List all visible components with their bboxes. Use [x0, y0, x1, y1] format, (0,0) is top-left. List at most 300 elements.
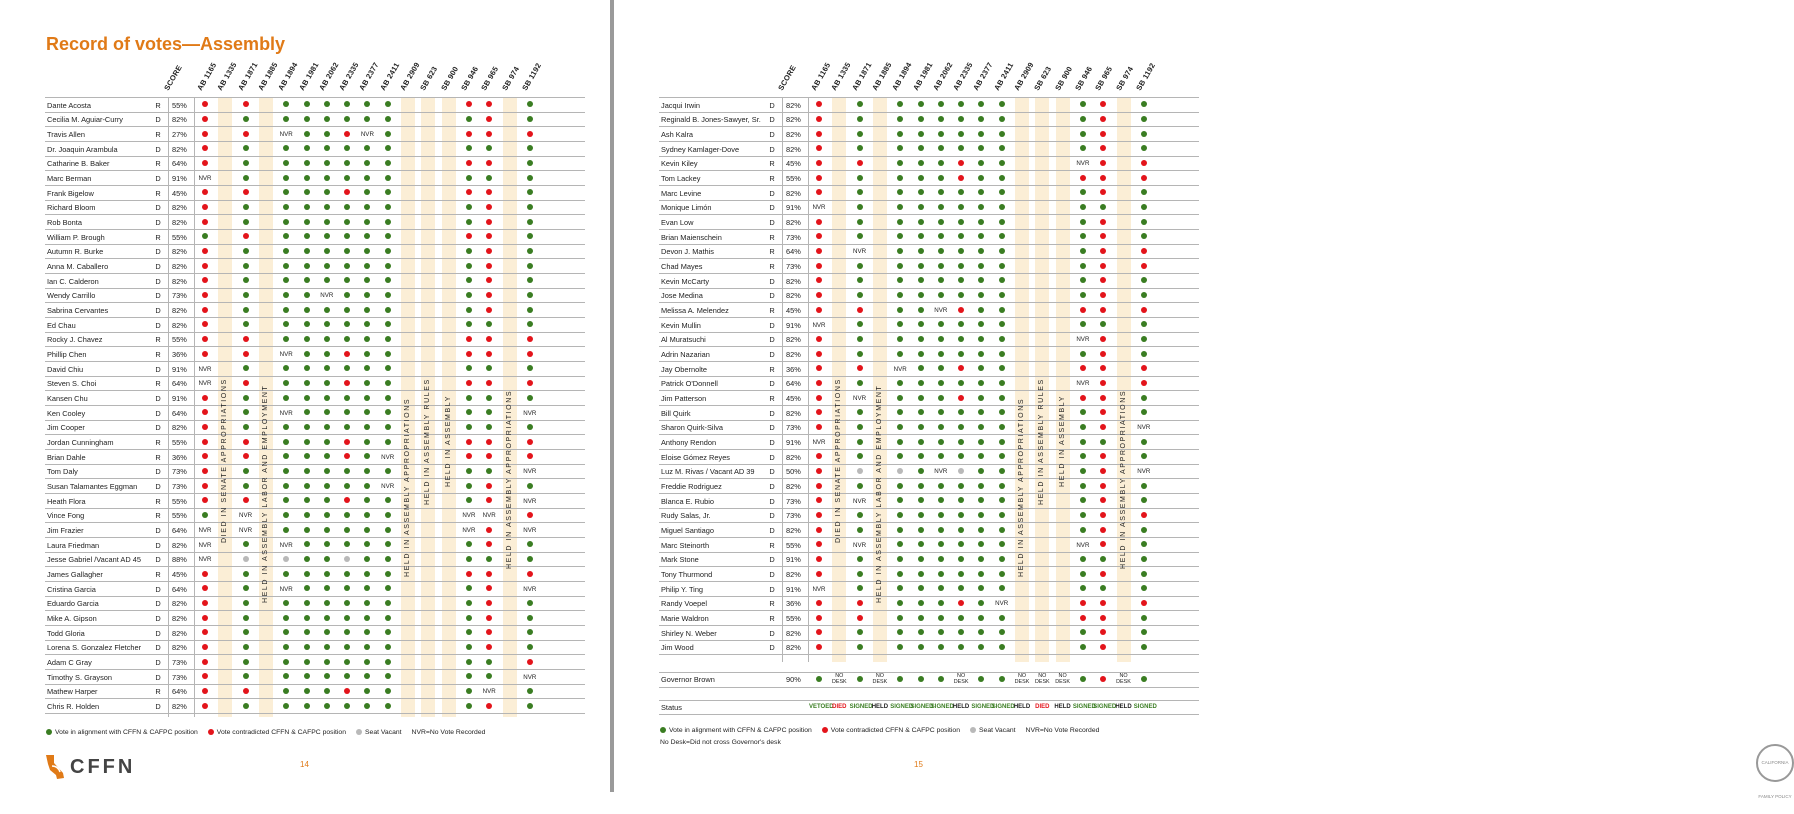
vote-contradicted-dot: [816, 380, 822, 386]
vote-aligned-dot: [1080, 644, 1086, 650]
member-party: D: [769, 467, 775, 477]
vote-aligned-dot: [385, 131, 391, 137]
vote-contradicted-dot: [1100, 600, 1106, 606]
member-party: D: [155, 467, 161, 477]
vote-aligned-dot: [1141, 321, 1147, 327]
vote-aligned-dot: [364, 600, 370, 606]
status-label: Status: [661, 703, 682, 712]
vote-contradicted-dot: [816, 527, 822, 533]
vote-aligned-dot: [283, 204, 289, 210]
row-line: [659, 258, 1199, 259]
vote-aligned-dot: [857, 101, 863, 107]
vote-aligned-dot: [978, 395, 984, 401]
vote-aligned-dot: [364, 556, 370, 562]
vote-aligned-dot: [364, 233, 370, 239]
vote-aligned-dot: [344, 424, 350, 430]
vote-aligned-dot: [527, 263, 533, 269]
member-name: Ed Chau: [47, 320, 76, 330]
vote-aligned-dot: [527, 204, 533, 210]
vote-aligned-dot: [958, 145, 964, 151]
vote-aligned-dot: [283, 219, 289, 225]
vote-aligned-dot: [344, 336, 350, 342]
vote-aligned-dot: [304, 541, 310, 547]
no-vote-recorded: NVR: [853, 248, 867, 256]
vote-aligned-dot: [243, 483, 249, 489]
member-name: Lorena S. Gonzalez Fletcher: [47, 643, 142, 653]
no-desk-label: NO DESK: [1014, 673, 1030, 685]
vote-contradicted-dot: [486, 703, 492, 709]
governor-score: 90%: [786, 675, 801, 684]
vote-aligned-dot: [283, 688, 289, 694]
vote-aligned-dot: [304, 571, 310, 577]
vote-aligned-dot: [999, 644, 1005, 650]
vote-aligned-dot: [857, 219, 863, 225]
no-vote-recorded: NVR: [198, 174, 212, 182]
vote-aligned-dot: [527, 483, 533, 489]
vote-aligned-dot: [897, 189, 903, 195]
vote-aligned-dot: [527, 556, 533, 562]
vote-contradicted-dot: [958, 307, 964, 313]
member-score: 64%: [786, 247, 801, 257]
member-party: D: [769, 217, 775, 227]
legend-nodesk: No Desk=Did not cross Governor's desk: [660, 739, 781, 746]
vote-aligned-dot: [283, 307, 289, 313]
member-name: Tom Lackey: [661, 173, 701, 183]
member-name: David Chiu: [47, 364, 84, 374]
vote-aligned-dot: [304, 629, 310, 635]
vote-aligned-dot: [364, 351, 370, 357]
member-party: D: [155, 423, 161, 433]
vote-aligned-dot: [385, 263, 391, 269]
vote-aligned-dot: [1141, 336, 1147, 342]
vote-aligned-dot: [364, 688, 370, 694]
vote-aligned-dot: [527, 644, 533, 650]
vote-aligned-dot: [999, 585, 1005, 591]
vote-contradicted-dot: [202, 688, 208, 694]
vote-aligned-dot: [999, 336, 1005, 342]
vote-aligned-dot: [344, 659, 350, 665]
member-score: 91%: [786, 320, 801, 330]
member-name: Laura Friedman: [47, 540, 100, 550]
vote-aligned-dot: [344, 101, 350, 107]
vote-aligned-dot: [304, 336, 310, 342]
member-party: D: [769, 291, 775, 301]
vote-aligned-dot: [385, 527, 391, 533]
vote-aligned-dot: [324, 468, 330, 474]
vote-aligned-dot: [978, 277, 984, 283]
vote-contradicted-dot: [1100, 307, 1106, 313]
vote-aligned-dot: [385, 541, 391, 547]
vote-aligned-dot: [304, 468, 310, 474]
vote-aligned-dot: [324, 424, 330, 430]
vote-aligned-dot: [978, 160, 984, 166]
row-line: [45, 537, 585, 538]
vote-aligned-dot: [304, 233, 310, 239]
vote-aligned-dot: [918, 160, 924, 166]
row-line: [45, 449, 585, 450]
vote-aligned-dot: [999, 512, 1005, 518]
member-party: R: [769, 232, 775, 242]
vote-aligned-dot: [283, 101, 289, 107]
row-line: [659, 376, 1199, 377]
member-score: 82%: [786, 569, 801, 579]
member-party: R: [155, 159, 161, 169]
no-vote-recorded: NVR: [279, 585, 293, 593]
vote-aligned-dot: [938, 175, 944, 181]
vote-aligned-dot: [385, 233, 391, 239]
vote-aligned-dot: [243, 571, 249, 577]
vote-aligned-dot: [385, 439, 391, 445]
row-line: [45, 684, 585, 685]
vote-contradicted-dot: [857, 615, 863, 621]
member-score: 82%: [786, 217, 801, 227]
vote-aligned-dot: [897, 248, 903, 254]
legend-text: NVR=No Vote Recorded: [411, 729, 486, 736]
member-score: 55%: [786, 540, 801, 550]
vote-aligned-dot: [364, 409, 370, 415]
vote-aligned-dot: [385, 365, 391, 371]
vote-contradicted-dot: [202, 483, 208, 489]
band-label: HELD IN ASSEMBLY: [1058, 395, 1066, 487]
vote-aligned-dot: [978, 468, 984, 474]
member-score: 91%: [172, 393, 187, 403]
member-score: 82%: [172, 320, 187, 330]
vote-contradicted-dot: [486, 527, 492, 533]
vote-aligned-dot: [385, 395, 391, 401]
vote-aligned-dot: [344, 116, 350, 122]
vote-aligned-dot: [385, 219, 391, 225]
vote-contradicted-dot: [202, 600, 208, 606]
band-label: HELD IN ASSEMBLY APPROPRIATIONS: [1018, 397, 1025, 577]
vote-aligned-dot: [466, 541, 472, 547]
vote-contradicted-dot: [816, 512, 822, 518]
vote-aligned-dot: [466, 365, 472, 371]
no-vote-recorded: NVR: [812, 438, 826, 446]
vote-contradicted-dot: [1080, 600, 1086, 606]
bill-header: AB 2377: [357, 60, 381, 92]
member-party: D: [155, 261, 161, 271]
vote-contradicted-dot: [486, 629, 492, 635]
vote-aligned-dot: [1141, 644, 1147, 650]
vote-contradicted-dot: [816, 351, 822, 357]
vote-aligned-dot: [385, 101, 391, 107]
vote-aligned-dot: [1080, 468, 1086, 474]
vote-contradicted-dot: [1100, 145, 1106, 151]
vote-aligned-dot: [958, 615, 964, 621]
vote-aligned-dot: [857, 131, 863, 137]
row-line: [659, 229, 1199, 230]
score-divider: [808, 97, 809, 662]
vote-aligned-dot: [1080, 277, 1086, 283]
vote-contradicted-dot: [486, 219, 492, 225]
member-party: D: [769, 452, 775, 462]
vote-aligned-dot: [385, 571, 391, 577]
vote-aligned-dot: [999, 571, 1005, 577]
vote-aligned-dot: [324, 175, 330, 181]
member-score: 82%: [172, 599, 187, 609]
vote-aligned-dot: [385, 512, 391, 518]
member-party: D: [769, 203, 775, 213]
bill-header: AB 1871: [235, 60, 260, 92]
vote-aligned-dot: [243, 145, 249, 151]
no-vote-recorded: NVR: [934, 468, 948, 476]
row-line: [45, 596, 585, 597]
member-name: Timothy S. Grayson: [47, 672, 113, 682]
vote-aligned-dot: [304, 659, 310, 665]
vote-aligned-dot: [466, 483, 472, 489]
vote-aligned-dot: [466, 145, 472, 151]
row-line: [659, 112, 1199, 113]
vote-aligned-dot: [486, 468, 492, 474]
row-line: [45, 464, 585, 465]
vote-aligned-dot: [385, 600, 391, 606]
bill-status: SIGNED: [1093, 704, 1117, 710]
vote-aligned-dot: [958, 277, 964, 283]
member-name: Wendy Carrillo: [47, 291, 96, 301]
vote-aligned-dot: [958, 527, 964, 533]
seat-vacant-dot: [857, 468, 863, 474]
vote-aligned-dot: [385, 292, 391, 298]
vote-aligned-dot: [958, 629, 964, 635]
vote-aligned-dot: [364, 659, 370, 665]
vote-aligned-dot: [1080, 248, 1086, 254]
member-score: 82%: [786, 628, 801, 638]
row-line: [659, 405, 1199, 406]
vote-aligned-dot: [897, 380, 903, 386]
no-vote-recorded: NVR: [462, 512, 476, 520]
vote-aligned-dot: [918, 101, 924, 107]
vote-aligned-dot: [486, 321, 492, 327]
vote-aligned-dot: [958, 512, 964, 518]
member-name: Sharon Quirk-Silva: [661, 423, 724, 433]
vote-contradicted-dot: [816, 175, 822, 181]
vote-aligned-dot: [918, 424, 924, 430]
vote-aligned-dot: [324, 483, 330, 489]
bill-status: HELD: [1115, 704, 1132, 710]
vote-aligned-dot: [364, 497, 370, 503]
vote-aligned-dot: [364, 277, 370, 283]
vote-aligned-dot: [304, 365, 310, 371]
row-line: [45, 522, 585, 523]
vote-contradicted-dot: [1100, 219, 1106, 225]
vote-aligned-dot: [857, 585, 863, 591]
member-name: Reginald B. Jones-Sawyer, Sr.: [661, 115, 761, 125]
vote-contradicted-dot: [202, 409, 208, 415]
vote-aligned-dot: [364, 292, 370, 298]
member-party: D: [769, 511, 775, 521]
vote-aligned-dot: [918, 175, 924, 181]
vote-aligned-dot: [918, 365, 924, 371]
bill-status: SIGNED: [890, 704, 914, 710]
vote-aligned-dot: [958, 453, 964, 459]
vote-contradicted-dot: [816, 424, 822, 430]
bill-header: SB 1192: [520, 61, 543, 92]
member-score: 82%: [786, 481, 801, 491]
vote-aligned-dot: [364, 527, 370, 533]
vote-aligned-dot: [958, 101, 964, 107]
vote-aligned-dot: [938, 204, 944, 210]
member-name: Eduardo Garcia: [47, 599, 99, 609]
vote-aligned-dot: [283, 365, 289, 371]
vote-aligned-dot: [918, 277, 924, 283]
member-name: Adam C Gray: [47, 657, 92, 667]
member-party: R: [155, 129, 161, 139]
member-score: 82%: [172, 203, 187, 213]
bill-status: HELD: [952, 704, 970, 710]
vote-aligned-dot: [1080, 233, 1086, 239]
band-label: DIED IN SENATE APPROPRIATIONS: [221, 378, 229, 543]
vote-aligned-dot: [324, 145, 330, 151]
vote-aligned-dot: [938, 116, 944, 122]
bill-header: AB 1165: [195, 61, 219, 92]
vote-contradicted-dot: [816, 541, 822, 547]
vote-aligned-dot: [978, 263, 984, 269]
row-line: [45, 185, 585, 186]
vote-aligned-dot: [999, 204, 1005, 210]
legend-dot: [208, 729, 214, 735]
legend: [660, 727, 1109, 734]
vote-aligned-dot: [304, 615, 310, 621]
vote-contradicted-dot: [1100, 175, 1106, 181]
vote-aligned-dot: [938, 101, 944, 107]
vote-aligned-dot: [304, 116, 310, 122]
seat-vacant-dot: [243, 556, 249, 562]
member-name: Anna M. Caballero: [47, 261, 109, 271]
vote-aligned-dot: [918, 351, 924, 357]
vote-aligned-dot: [857, 571, 863, 577]
vote-contradicted-dot: [1100, 527, 1106, 533]
vote-aligned-dot: [466, 615, 472, 621]
vote-contradicted-dot: [486, 380, 492, 386]
vote-aligned-dot: [958, 116, 964, 122]
vote-contradicted-dot: [486, 204, 492, 210]
member-score: 64%: [172, 379, 187, 389]
vote-aligned-dot: [243, 292, 249, 298]
vote-aligned-dot: [897, 600, 903, 606]
member-party: D: [155, 291, 161, 301]
vote-aligned-dot: [243, 659, 249, 665]
vote-aligned-dot: [1080, 263, 1086, 269]
vote-aligned-dot: [938, 380, 944, 386]
vote-aligned-dot: [938, 483, 944, 489]
vote-aligned-dot: [918, 644, 924, 650]
vote-aligned-dot: [344, 512, 350, 518]
vote-contradicted-dot: [1141, 365, 1147, 371]
vote-contradicted-dot: [202, 703, 208, 709]
vote-aligned-dot: [466, 424, 472, 430]
vote-contradicted-dot: [1100, 248, 1106, 254]
vote-aligned-dot: [283, 600, 289, 606]
row-line: [659, 508, 1199, 509]
row-line: [659, 288, 1199, 289]
vote-aligned-dot: [324, 541, 330, 547]
vote-contradicted-dot: [1100, 409, 1106, 415]
member-name: Rob Bonta: [47, 217, 82, 227]
member-name: Anthony Rendon: [661, 437, 717, 447]
vote-contradicted-dot: [1080, 307, 1086, 313]
vote-contradicted-dot: [527, 453, 533, 459]
row-line: [659, 244, 1199, 245]
vote-contradicted-dot: [344, 453, 350, 459]
vote-aligned-dot: [958, 248, 964, 254]
vote-aligned-dot: [1141, 351, 1147, 357]
member-party: R: [155, 335, 161, 345]
legend-nvr: [412, 729, 486, 736]
vote-contradicted-dot: [202, 644, 208, 650]
member-score: 82%: [786, 129, 801, 139]
vote-contradicted-dot: [1141, 600, 1147, 606]
legend-dot: [970, 727, 976, 733]
vote-aligned-dot: [385, 116, 391, 122]
member-name: Catharine B. Baker: [47, 159, 110, 169]
score-header: SCORE: [776, 63, 798, 92]
member-name: Blanca E. Rubio: [661, 496, 714, 506]
vote-aligned-dot: [999, 527, 1005, 533]
vote-aligned-dot: [938, 676, 944, 682]
vote-aligned-dot: [344, 527, 350, 533]
vote-aligned-dot: [999, 541, 1005, 547]
row-line: [659, 537, 1199, 538]
vote-aligned-dot: [466, 497, 472, 503]
vote-contradicted-dot: [202, 659, 208, 665]
vote-aligned-dot: [978, 116, 984, 122]
vote-contradicted-dot: [857, 600, 863, 606]
band-label: HELD IN ASSEMBLY LABOR AND EMPLOYMENT: [875, 384, 883, 603]
vote-aligned-dot: [466, 585, 472, 591]
vote-aligned-dot: [304, 219, 310, 225]
vote-aligned-dot: [938, 351, 944, 357]
vote-aligned-dot: [385, 145, 391, 151]
member-name: Adrin Nazarian: [661, 349, 710, 359]
vote-aligned-dot: [324, 673, 330, 679]
vote-aligned-dot: [304, 277, 310, 283]
member-score: 36%: [172, 349, 187, 359]
status-line: [659, 714, 1199, 715]
member-name: Philip Y. Ting: [661, 584, 704, 594]
vote-contradicted-dot: [202, 263, 208, 269]
bill-header: AB 2335: [337, 60, 361, 92]
member-party: R: [155, 437, 161, 447]
vote-aligned-dot: [938, 512, 944, 518]
vote-aligned-dot: [527, 321, 533, 327]
vote-aligned-dot: [344, 263, 350, 269]
member-name: Mathew Harper: [47, 687, 98, 697]
vote-contradicted-dot: [1141, 248, 1147, 254]
vote-contradicted-dot: [1100, 365, 1106, 371]
vote-aligned-dot: [243, 175, 249, 181]
vote-aligned-dot: [364, 424, 370, 430]
vote-aligned-dot: [283, 571, 289, 577]
vote-aligned-dot: [486, 659, 492, 665]
vote-contradicted-dot: [1100, 292, 1106, 298]
row-line: [659, 346, 1199, 347]
vote-contradicted-dot: [486, 263, 492, 269]
member-name: Steven S. Choi: [47, 379, 97, 389]
member-party: R: [769, 159, 775, 169]
row-line: [45, 420, 585, 421]
member-name: Marc Levine: [661, 188, 702, 198]
member-score: 73%: [786, 423, 801, 433]
vote-aligned-dot: [364, 483, 370, 489]
vote-aligned-dot: [978, 424, 984, 430]
vote-aligned-dot: [857, 145, 863, 151]
vote-aligned-dot: [344, 468, 350, 474]
vote-aligned-dot: [324, 263, 330, 269]
vote-aligned-dot: [324, 248, 330, 254]
vote-aligned-dot: [1141, 439, 1147, 445]
row-line: [45, 273, 585, 274]
member-name: Patrick O'Donnell: [661, 379, 718, 389]
